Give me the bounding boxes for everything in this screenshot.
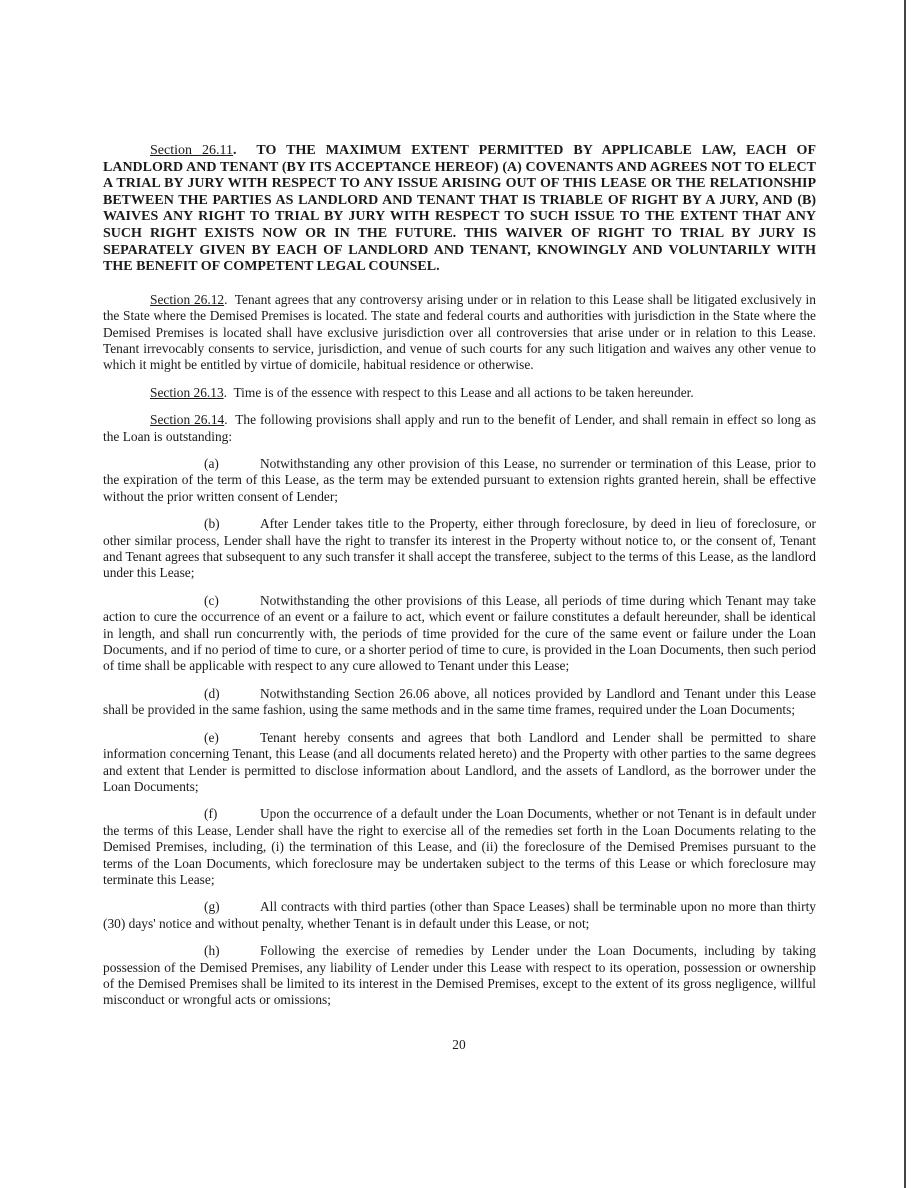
item-text: All contracts with third parties (other than Space Leases) shall be terminable upon no more than thirty (30) days' notice and without penalty, whether Tenant is in default under this Lease, or not;	[103, 899, 816, 931]
item-g	[103, 899, 816, 932]
section-text: TO THE MAXIMUM EXTENT PERMITTED BY APPLICABLE LAW, EACH OF LANDLORD AND TENANT (BY ITS ACCEPTANCE HEREOF) (A) COVENANTS AND AGREES NOT TO ELECT A TRIAL BY JURY WITH RESPECT TO ANY ISSUE ARISING OUT OF THIS LEASE OR THE RELATIONSHIP BETWEEN THE PARTIES AS LANDLORD AND TENANT THAT IS TRIABLE OF RIGHT BY A JURY, AND (B) WAIVES ANY RIGHT TO TRIAL BY JURY WITH RESPECT TO SUCH ISSUE TO THE EXTENT THAT ANY SUCH RIGHT EXISTS NOW OR IN THE FUTURE. THIS WAIVER OF RIGHT TO TRIAL BY JURY IS SEPARATELY GIVEN BY EACH OF LANDLORD AND TENANT, KNOWINGLY AND VOLUNTARILY WITH THE BENEFIT OF COMPETENT LEGAL COUNSEL.	[103, 143, 816, 275]
section-text: Time is of the essence with respect to this Lease and all actions to be taken hereunder.	[233, 384, 694, 400]
section-text: The following provisions shall apply and run to the benefit of Lender, and shall remain in effect so long as the Loan is outstanding:	[103, 412, 816, 444]
item-label: (f)	[204, 806, 218, 822]
item-label: (d)	[204, 685, 220, 701]
section-label: Section 26.13	[150, 384, 224, 400]
item-label: (c)	[204, 592, 219, 608]
item-label: (b)	[204, 516, 220, 532]
section-26-12: Section 26.12. Tenant agrees that any controversy arising under or in relation to this Lease shall be litigated exclusively in the State where the Demised Premises is located. The state and federal courts and authorities with jurisdiction in the State where the Demised Premises is located shall have exclusive jurisdiction over all controversies that arise under or in relation to this Lease. Tenant irrevocably consents to service, jurisdiction, and venue of such courts for any such litigation and waives any other venue to which it might be entitled by virtue of domicile, habitual residence or otherwise.	[103, 291, 816, 373]
item-text: Tenant hereby consents and agrees that both Landlord and Lender shall be permitted to share information concerning Tenant, this Lease (and all documents related hereto) and the Property with other parties to the same degrees and extent that Lender is permitted to disclose information about Landlord, and the assets of Landlord, as the borrower under the Loan Documents;	[103, 729, 816, 794]
item-c	[103, 593, 816, 675]
page-edge-line	[904, 0, 906, 1188]
item-e	[103, 730, 816, 796]
item-a	[103, 456, 816, 505]
item-b	[103, 516, 816, 582]
item-h	[103, 943, 816, 1009]
item-label: (h)	[204, 943, 220, 959]
item-label: (g)	[204, 899, 220, 915]
section-26-11: Section 26.11. TO THE MAXIMUM EXTENT PERMITTED BY APPLICABLE LAW, EACH OF LANDLORD AND TENANT (BY ITS ACCEPTANCE HEREOF) (A) COVENANTS AND AGREES NOT TO ELECT A TRIAL BY JURY WITH RESPECT TO ANY ISSUE ARISING OUT OF THIS LEASE OR THE RELATIONSHIP BETWEEN THE PARTIES AS LANDLORD AND TENANT THAT IS TRIABLE OF RIGHT BY A JURY, AND (B) WAIVES ANY RIGHT TO TRIAL BY JURY WITH RESPECT TO SUCH ISSUE TO THE EXTENT THAT ANY SUCH RIGHT EXISTS NOW OR IN THE FUTURE. THIS WAIVER OF RIGHT TO TRIAL BY JURY IS SEPARATELY GIVEN BY EACH OF LANDLORD AND TENANT, KNOWINGLY AND VOLUNTARILY WITH THE BENEFIT OF COMPETENT LEGAL COUNSEL.	[103, 143, 816, 275]
section-label: Section 26.11	[150, 143, 234, 158]
section-26-13: Section 26.13. Time is of the essence with respect to this Lease and all actions to be taken hereunder.	[150, 384, 694, 400]
item-text: After Lender takes title to the Property, either through foreclosure, by deed in lieu of foreclosure, or other similar process, Lender shall have the right to transfer its interest in the Property without notice to, or the consent of, Tenant and Tenant agrees that subsequent to any such transfer it shall accept the transferee, subject to the terms of this Lease, as the landlord under this Lease;	[103, 516, 816, 581]
item-text: Notwithstanding Section 26.06 above, all notices provided by Landlord and Tenant under this Lease shall be provided in the same fashion, using the same methods and in the same time frames, required under the Loan Documents;	[103, 685, 816, 718]
section-label: Section 26.14	[150, 412, 225, 428]
item-text: Upon the occurrence of a default under the Loan Documents, whether or not Tenant is in default under the terms of this Lease, Lender shall have the right to exercise all of the remedies set forth in the Loan Documents relating to the Demised Premises, including, (i) the termination of this Lease, and (ii) the foreclosure of the Demised Premises pursuant to the terms of the Loan Documents, which foreclosure may be undertaken subject to the terms of this Lease or which foreclosure may terminate this Lease;	[103, 806, 816, 887]
page-number: 20	[452, 1037, 466, 1052]
item-text: Notwithstanding the other provisions of this Lease, all periods of time during which Tenant may take action to cure the occurrence of an event or a failure to act, which event or failure constitutes a default hereunder, shall be identical in length, and shall run concurrently with, the periods of time provided for the cure of the same event or failure under the Loan Documents, and if no period of time to cure, or a shorter period of time to cure, is provided in the Loan Documents, then such period of time shall be applicable with respect to any cure allowed to Tenant under this Lease;	[103, 592, 816, 674]
document-page	[103, 143, 816, 1020]
section-label: Section 26.12	[150, 291, 225, 307]
section-text: Tenant agrees that any controversy arising under or in relation to this Lease shall be litigated exclusively in the State where the Demised Premises is located. The state and federal courts and authorities with jurisdiction in the State where the Demised Premises is located shall have exclusive jurisdiction over all controversies that arise under or in relation to this Lease. Tenant irrevocably consents to service, jurisdiction, and venue of such courts for any such litigation and waives any other venue to which it might be entitled by virtue of domicile, habitual residence or otherwise.	[103, 291, 816, 373]
item-text: Following the exercise of remedies by Lender under the Loan Documents, including by taking possession of the Demised Premises, any liability of Lender under this Lease with respect to its operation, possession or ownership of the Demised Premises shall be limited to its interest in the Demised Premises, except to the extent of its gross negligence, willful misconduct or wrongful acts or omissions;	[103, 943, 816, 1008]
item-f	[103, 806, 816, 888]
section-26-14: Section 26.14. The following provisions shall apply and run to the benefit of Lender, and shall remain in effect so long as the Loan is outstanding:	[103, 412, 816, 444]
item-text: Notwithstanding any other provision of this Lease, no surrender or termination of this Lease, prior to the expiration of the term of this Lease, as the term may be extended pursuant to extension rights granted herein, shall be effective without the prior written consent of Lender;	[103, 456, 816, 504]
item-label: (e)	[204, 729, 219, 745]
item-label: (a)	[204, 456, 219, 471]
item-d	[103, 686, 816, 719]
